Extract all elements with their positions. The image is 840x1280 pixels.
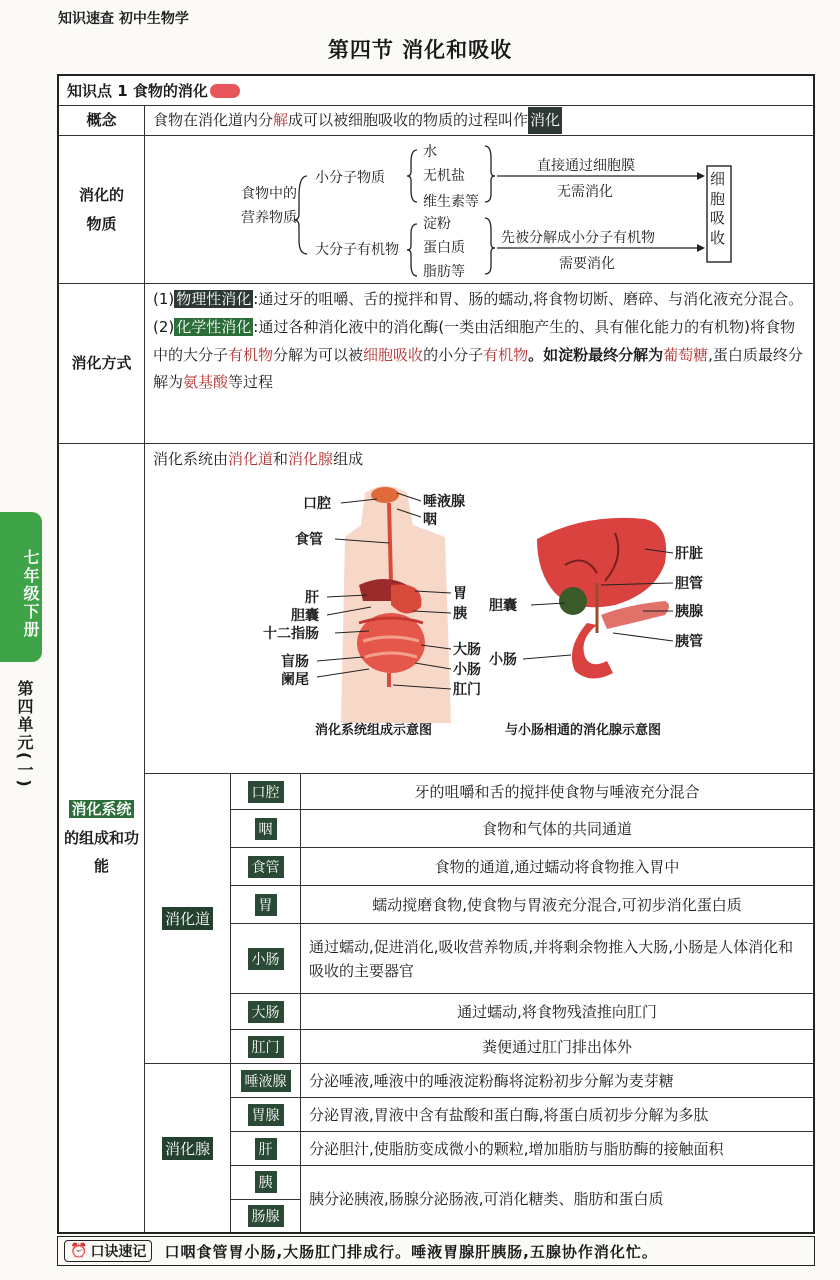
mnemonic-bar — [57, 1236, 815, 1266]
tract-row: 食管 食物的通道,通过蠕动将食物推入胃中 — [231, 848, 813, 886]
label-small-intestine-2: 小肠 — [489, 652, 517, 668]
label-mouth: 口腔 — [303, 496, 331, 512]
gland-group: 消化腺 — [145, 1064, 230, 1232]
label-cecum: 盲肠 — [281, 654, 309, 670]
physical-digestion: (1) 物理性消化 :通过牙的咀嚼、舌的搅拌和胃、肠的蠕动,将食物切断、磨碎、与消化液充分混合。 — [153, 290, 804, 308]
mnemonic-text: 口咽食管胃小肠,大肠肛门排成行。唾液胃腺肝胰肠,五腺协作消化忙。 — [164, 1242, 658, 1261]
concept-text: 食物在消化道内分 解 成可以被细胞吸收的物质的过程叫作 消化 — [145, 106, 813, 135]
book-header: 知识速查 初中生物学 — [58, 11, 189, 27]
small-item: 无机盐 — [423, 168, 465, 184]
label-stomach: 胃 — [453, 586, 467, 602]
label-gallbladder: 胆囊 — [291, 608, 319, 624]
organ-table — [145, 773, 813, 1232]
chemical-digestion-term: 化学性消化 — [176, 317, 252, 336]
knowledge-table — [57, 74, 815, 1234]
small-item: 水 — [423, 144, 437, 160]
substances-diagram — [145, 136, 813, 283]
system-row — [59, 444, 813, 1232]
concept-label: 概念 — [59, 106, 145, 135]
tract-row: 咽 食物和气体的共同通道 — [231, 810, 813, 848]
substances-row — [59, 136, 813, 284]
large-item: 脂肪等 — [423, 264, 465, 280]
group-column — [145, 774, 231, 1232]
label-pancreas-gland: 胰腺 — [675, 604, 703, 620]
label-pancreatic-duct: 胰管 — [675, 634, 703, 650]
tract-row: 口腔 牙的咀嚼和舌的搅拌使食物与唾液充分混合 — [231, 774, 813, 810]
label-gallbladder-2: 胆囊 — [489, 598, 517, 614]
gland-row: 胃腺 分泌胃液,胃液中含有盐酸和蛋白酶,将蛋白质初步分解为多肽 — [231, 1098, 813, 1132]
large-item: 淀粉 — [423, 216, 451, 232]
system-illustrations — [145, 473, 813, 773]
small-molecules-label: 小分子物质 — [315, 170, 385, 186]
gland-row: 唾液腺 分泌唾液,唾液中的唾液淀粉酶将淀粉初步分解为麦芽糖 — [231, 1064, 813, 1098]
tree-root-line2: 营养物质 — [241, 210, 297, 226]
methods-text — [145, 284, 813, 443]
mnemonic-badge: ⏰ 口诀速记 — [64, 1240, 152, 1262]
tract-row: 胃 蠕动搅磨食物,使食物与胃液充分混合,可初步消化蛋白质 — [231, 886, 813, 924]
gland-row-merged: 胰 肠腺 胰分泌胰液,肠腺分泌肠液,可消化糖类、脂肪和蛋白质 — [231, 1166, 813, 1232]
gland-row: 肝 分泌胆汁,使脂肪变成微小的颗粒,增加脂肪与脂肪酶的接触面积 — [231, 1132, 813, 1166]
tract-row: 小肠 通过蠕动,促进消化,吸收营养物质,并将剩余物推入大肠,小肠是人体消化和吸收的主要器官 — [231, 924, 813, 994]
label-liver-organ: 肝脏 — [675, 546, 703, 562]
unit-side-label: 第四单元(一) — [15, 680, 34, 789]
cell-absorption-box: 细胞吸收 — [710, 170, 726, 247]
label-large-intestine: 大肠 — [453, 642, 481, 658]
tract-group: 消化道 — [145, 774, 230, 1064]
substances-label: 消化的 物质 — [59, 136, 145, 283]
concept-row — [59, 106, 813, 136]
label-small-intestine: 小肠 — [453, 662, 481, 678]
figure1-caption: 消化系统组成示意图 — [315, 723, 433, 738]
clock-icon: ⏰ — [70, 1243, 88, 1259]
label-anus: 肛门 — [453, 682, 481, 698]
methods-row — [59, 284, 813, 444]
key-point-badge — [210, 84, 240, 98]
physical-digestion-term: 物理性消化 — [176, 290, 252, 308]
knowledge-point-title: 知识点 1 食物的消化 — [67, 82, 208, 100]
label-bile-duct: 胆管 — [675, 576, 703, 592]
figure2-caption: 与小肠相通的消化腺示意图 — [505, 723, 662, 738]
label-pharynx: 咽 — [423, 512, 437, 528]
tract-row: 大肠 通过蠕动,将食物残渣推向肛门 — [231, 994, 813, 1030]
label-salivary-gland: 唾液腺 — [423, 494, 465, 510]
anatomy-figures — [145, 473, 815, 773]
large-molecules-label: 大分子有机物 — [315, 242, 399, 258]
methods-label: 消化方式 — [59, 284, 145, 443]
path-small-top: 直接通过细胞膜 — [537, 158, 635, 174]
tract-row: 肛门 粪便通过肛门排出体外 — [231, 1030, 813, 1064]
label-esophagus: 食管 — [295, 532, 323, 548]
grade-side-tab[interactable]: 七年级下册 — [0, 512, 42, 662]
concept-term: 消化 — [528, 107, 562, 135]
label-liver: 肝 — [305, 590, 319, 606]
large-item: 蛋白质 — [423, 240, 465, 256]
chemical-digestion: (2) 化学性消化 :通过各种消化液中的消化酶(一类由活细胞产生的、具有催化能力的有机物)将食物中的大分子有机物分解为可以被细胞吸收的小分子有机物。如淀粉最终分解为葡萄糖,蛋白质最终分解为氨基酸等过程 — [153, 317, 803, 392]
label-appendix: 阑尾 — [281, 672, 309, 688]
label-pancreas: 胰 — [453, 606, 467, 622]
tree-root-line1: 食物中的 — [241, 186, 297, 202]
system-intro: 消化系统由消化道和消化腺组成 — [153, 450, 364, 468]
knowledge-point-header — [59, 76, 813, 106]
label-duodenum: 十二指肠 — [263, 626, 319, 642]
small-item: 维生素等 — [423, 194, 479, 210]
section-title: 第四节 消化和吸收 — [327, 38, 513, 62]
path-small-bottom: 无需消化 — [557, 184, 613, 200]
system-label: 消化系统的组成和功能 — [59, 444, 145, 1232]
path-large-top: 先被分解成小分子有机物 — [501, 230, 655, 246]
path-large-bottom: 需要消化 — [559, 256, 615, 272]
